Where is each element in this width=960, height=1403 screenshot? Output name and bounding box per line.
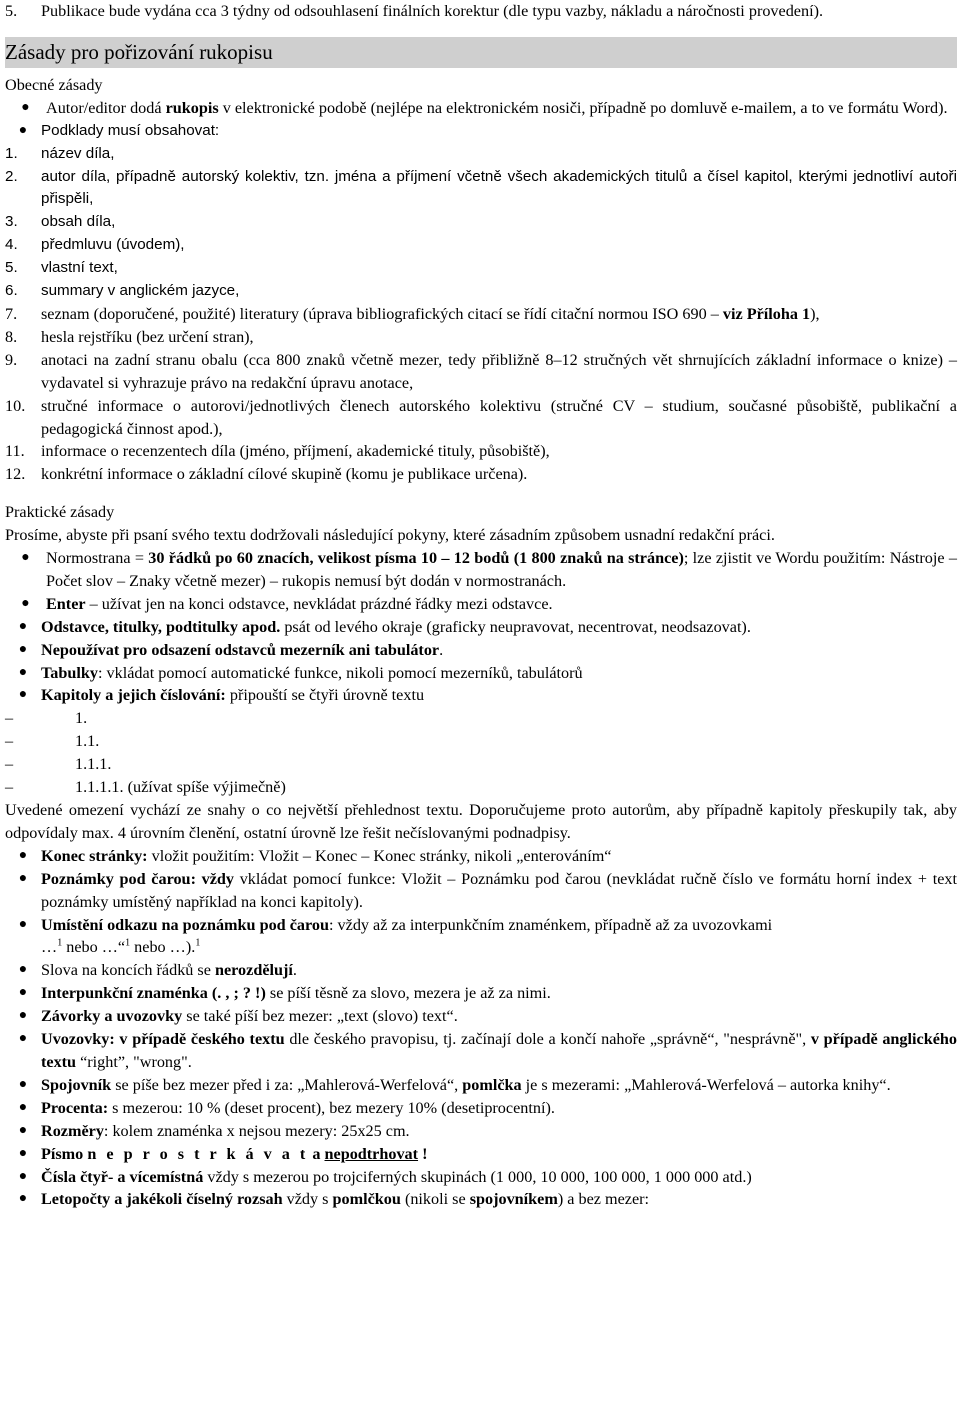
bullet-text: Autor/editor dodá rukopis v elektronické podobě (nejlépe na elektronickém nosiči, případně po domluvě e-mailem, a to ve formátu Word). [46, 98, 948, 117]
bullet-icon [5, 1166, 41, 1189]
bullet-item: ● Interpunkční znaménka (. , ; ? !) se píší těsně za slovo, mezera je až za nimi. [5, 982, 957, 1005]
list-item: 6. summary v anglickém jazyce, [5, 282, 240, 300]
bullet-item: ● Kapitoly a jejich číslování: připouští se čtyři úrovně textu [5, 684, 957, 707]
level-item: – 1.1.1.1. (užívat spíše výjimečně) [5, 776, 957, 799]
dash-icon [5, 707, 75, 730]
document-page [5, 0, 957, 1211]
section-title: Zásady pro pořizování rukopisu [5, 37, 957, 68]
bullet-icon [5, 97, 46, 120]
bullet-icon [5, 1188, 41, 1211]
bullet-item: ● Normostrana = 30 řádků po 60 znacích, velikost písma 10 – 12 bodů (1 800 znaků na stránce); lze zjistit ve Wordu použitím: Nástroje – Počet slov – Znaky včetně mezer) – rukopis nemusí být dodán v normostranách. [5, 547, 957, 593]
bullet-item: ● Nepoužívat pro odsazení odstavců mezerník ani tabulátor. [5, 639, 957, 662]
bullet-item [5, 120, 957, 143]
level-item: – 1. [5, 707, 957, 730]
dash-icon [5, 776, 75, 799]
list-item: 1. název díla, [5, 144, 115, 162]
bullet-item: ● Procenta: s mezerou: 10 % (deset procent), bez mezery 10% (desetiprocentní). [5, 1097, 957, 1120]
bullet-icon [5, 982, 41, 1005]
bullet-icon [5, 639, 41, 662]
bullet-icon [5, 684, 41, 707]
bullet-item: ● Poznámky pod čarou: vždy vkládat pomocí funkce: Vložit – Poznámku pod čarou (nevkládat ručně číslo ve formátu horní index + text poznámky umístěný například na konci kapitoly). [5, 868, 957, 914]
bullet-icon [5, 547, 46, 570]
list-item: 8. hesla rejstříku (bez určení stran), [5, 327, 254, 346]
dash-icon [5, 753, 75, 776]
list-item: 10. stručné informace o autorovi/jednotlivých členech autorského kolektivu (stručné CV – studium, současné působiště, publikační a pedagogická činnost apod.), [5, 396, 957, 438]
bullet-icon [5, 662, 41, 685]
subsection-heading-general: Obecné zásady [5, 75, 103, 94]
bullet-item: ● Letopočty a jakékoli číselný rozsah vždy s pomlčkou (nikoli se spojovníkem) a bez mezer: [5, 1188, 957, 1211]
bullet-icon [5, 914, 41, 937]
dash-icon [5, 730, 75, 753]
bullet-icon [5, 959, 41, 982]
list-item: 5. vlastní text, [5, 259, 118, 277]
bullet-icon [5, 1143, 41, 1166]
list-item: 7. seznam (doporučené, použité) literatury (úprava bibliografických citací se řídí citační normou ISO 690 – viz Příloha 1), [5, 304, 820, 323]
levels-note: Uvedené omezení vychází ze snahy o co největší přehlednost textu. Doporučujeme proto autorům, aby případně kapitoly přeskupily tak, aby odpovídaly max. 4 úrovním členění, ostatní úrovně lze řešit nečíslovanými podnadpisy. [5, 801, 957, 842]
bullet-item: ● Umístění odkazu na poznámku pod čarou: vždy až za interpunkčním znaménkem, případně až za uvozovkami …$^1$ nebo …“$^1$ nebo …).$^1$ [5, 914, 957, 960]
list-item: 9. anotaci na zadní stranu obalu (cca 800 znaků včetně mezer, tedy přibližně 8–12 stručných vět shrnujících základní informace o knize) – vydavatel si vyhrazuje právo na redakční úpravu anotace, [5, 350, 957, 392]
bullet-item: ● Rozměry: kolem znaménka x nejsou mezery: 25x25 cm. [5, 1120, 957, 1143]
bullet-icon [5, 1120, 41, 1143]
list-item: 3. obsah díla, [5, 213, 116, 231]
bullet-item: ● Spojovník se píše bez mezer před i za: „Mahlerová-Werfelová“, pomlčka je s mezerami: „Mahlerová-Werfelová – autorka knihy“. [5, 1074, 957, 1097]
list-item: 2. autor díla, případně autorský kolektiv, tzn. jména a příjmení včetně všech akademických titulů a čísel kapitol, kterými jednotliví autoři přispěli, [5, 167, 957, 208]
level-item: – 1.1.1. [5, 753, 957, 776]
bullet-icon [5, 1028, 41, 1051]
bullet-icon [5, 120, 41, 143]
list-item: 4. předmluvu (úvodem), [5, 236, 185, 254]
bullet-item: ● Uvozovky: v případě českého textu dle českého pravopisu, tj. začínají dole a končí nahoře „správně“, "nesprávně", v případě anglického textu “right”, "wrong". [5, 1028, 957, 1074]
bullet-icon [5, 1097, 41, 1120]
bullet-icon [5, 1074, 41, 1097]
item-number: 5. [5, 2, 18, 20]
bullet-icon [5, 868, 41, 891]
bullet-item: ● Enter – užívat jen na konci odstavce, nevkládat prázdné řádky mezi odstavce. [5, 593, 957, 616]
subsection-heading-practical: Praktické zásady [5, 503, 115, 522]
level-item: – 1.1. [5, 730, 957, 753]
list-item: 11. informace o recenzentech díla (jméno, příjmení, akademické tituly, působiště), [5, 442, 550, 461]
bullet-icon [5, 845, 41, 868]
bullet-item: ● Konec stránky: vložit použitím: Vložit – Konec – Konec stránky, nikoli „enterováním“ [5, 845, 957, 868]
bullet-item: ● Slova na koncích řádků se nerozdělují. [5, 959, 957, 982]
bullet-item [5, 97, 957, 120]
list-item: 12. konkrétní informace o základní cílové skupině (komu je publikace určena). [5, 465, 528, 484]
practical-intro: Prosíme, abyste při psaní svého textu dodržovali následující pokyny, které zásadním způsobem usnadní redakční práci. [5, 526, 775, 545]
list-item [5, 0, 957, 23]
bullet-text: Podklady musí obsahovat: [41, 121, 220, 139]
bullet-item: ● Čísla čtyř- a vícemístná vždy s mezerou po trojciferných skupinách (1 000, 10 000, 100 000, 1 000 000 atd.) [5, 1166, 957, 1189]
bullet-icon [5, 1005, 41, 1028]
bullet-item: ● Závorky a uvozovky se také píší bez mezer: „text (slovo) text“. [5, 1005, 957, 1028]
item-text: Publikace bude vydána cca 3 týdny od odsouhlasení finálních korektur (dle typu vazby, nákladu a náročnosti provedení). [41, 2, 824, 20]
bullet-item: ● Písmo n e p r o s t r k á v a t a nepodtrhovat ! [5, 1143, 957, 1166]
bullet-icon [5, 593, 46, 616]
bullet-item: ● Odstavce, titulky, podtitulky apod. psát od levého okraje (graficky neupravovat, necentrovat, neodsazovat). [5, 616, 957, 639]
bullet-icon [5, 616, 41, 639]
bullet-item: ● Tabulky: vkládat pomocí automatické funkce, nikoli pomocí mezerníků, tabulátorů [5, 662, 957, 685]
